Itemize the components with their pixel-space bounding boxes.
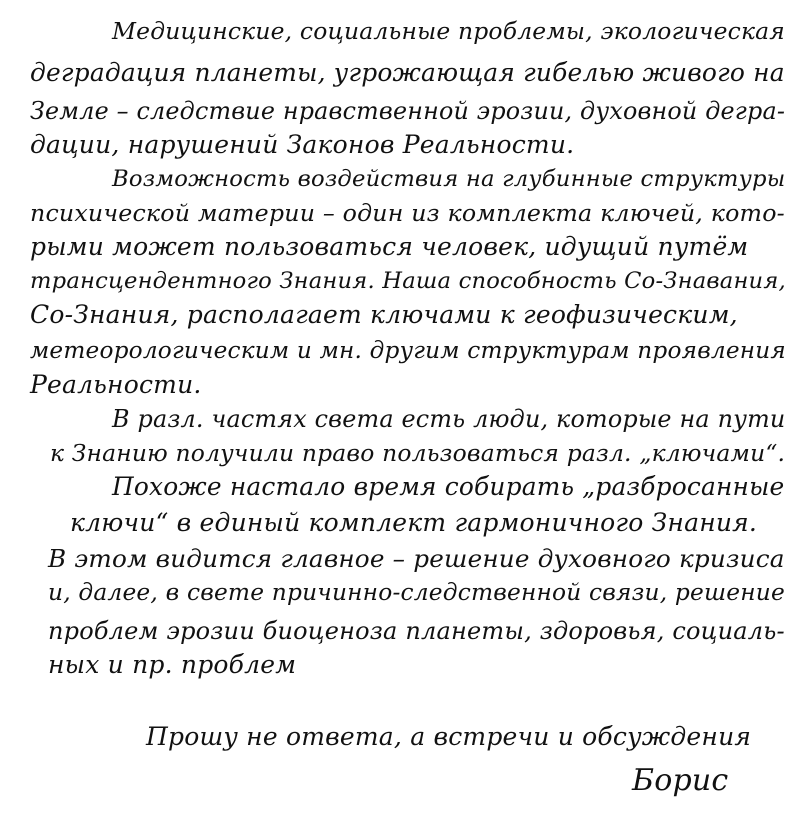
letter-line: и, далее, в свете причинно-следственной связи, решение [48,579,785,606]
letter-line: Земле – следствие нравственной эрозии, духовной дегра- [30,97,786,125]
letter-line: Медицинские, социальные проблемы, экологическая [112,17,785,45]
letter-line: Со-Знания, располагает ключами к геофизическим, [30,300,738,329]
letter-line: В этом видится главное – решение духовного кризиса [48,544,785,573]
letter-line: деградация планеты, угрожающая гибелью живого на [30,58,785,87]
letter-line: метеорологическим и мн. другим структурам проявления [30,337,786,364]
letter-line: трансцендентного Знания. Наша способность Со-Знавания, [30,268,786,294]
letter-line: ных и пр. проблем [48,650,297,679]
letter-line: дации, нарушений Законов Реальности. [30,130,575,159]
letter-line: Похоже настало время собирать „разбросанные [112,472,785,501]
letter-line: рыми может пользоваться человек, идущий путём [30,232,749,261]
letter-closing: Прошу не ответа, а встречи и обсуждения [146,722,752,751]
letter-line: В разл. частях света есть люди, которые на пути [112,405,786,433]
letter-line: Возможность воздействия на глубинные структуры [112,166,786,192]
letter-line: к Знанию получили право пользоваться разл. „ключами“. [50,439,786,467]
letter-line: ключи“ в единый комплект гармоничного Знания. [70,508,758,537]
letter-line: проблем эрозии биоценоза планеты, здоровья, социаль- [48,617,785,645]
signature: Борис [632,763,729,798]
letter-line: психической материи – один из комплекта ключей, кото- [30,199,785,227]
letter-line: Реальности. [30,370,202,399]
